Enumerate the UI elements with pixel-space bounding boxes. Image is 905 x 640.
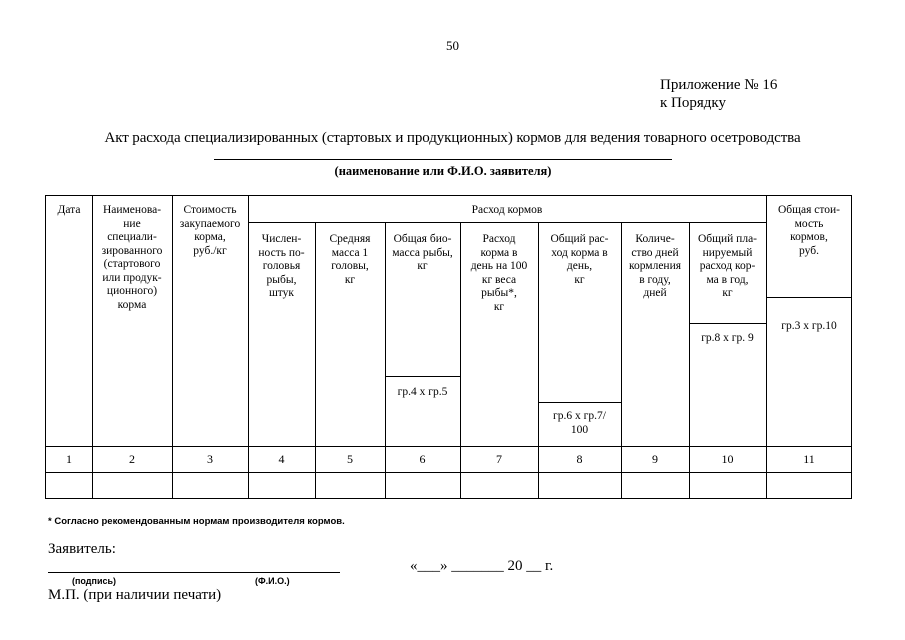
applicant-name-line	[214, 159, 672, 160]
formula-biomass: гр.4 х гр.5	[397, 386, 448, 398]
date-line: «___» _______ 20 __ г.	[410, 558, 554, 574]
column-number: 3	[207, 452, 213, 466]
document-title: Акт расхода специализированных (стартовых и продукционных) кормов для ведения товарного осетроводства	[104, 130, 801, 146]
column-number: 11	[803, 452, 815, 466]
column-number: 10	[721, 452, 734, 466]
header-total-cost: Общая стои- мость кормов, руб.	[778, 204, 840, 257]
applicant-name-hint: (наименование или Ф.И.О. заявителя)	[334, 164, 552, 178]
header-average-weight: Средняя масса 1 головы, кг	[329, 233, 371, 286]
header-feed-expense-group: Расход кормов	[471, 204, 543, 216]
header-feed-name: Наименова- ние специали- зированного (стартового или продук- ционного) корма	[101, 204, 163, 311]
signature-caption: (подпись)	[72, 576, 117, 586]
page-number: 50	[446, 38, 459, 53]
name-caption: (Ф.И.О.)	[255, 576, 290, 586]
stamp-place: М.П. (при наличии печати)	[48, 587, 222, 603]
header-daily-feed-rate: Расход корма в день на 100 кг веса рыбы*, кг	[470, 233, 528, 313]
signature-line	[48, 572, 340, 573]
footnote: * Согласно рекомендованным нормам производителя кормов.	[48, 516, 345, 527]
formula-daily-feed: гр.6 х гр.7/ 100	[553, 410, 606, 436]
column-number: 2	[129, 452, 135, 466]
applicant-label: Заявитель:	[48, 541, 116, 557]
column-number: 1	[66, 452, 72, 466]
appendix-reference	[660, 76, 777, 112]
column-number: 5	[347, 452, 353, 466]
formula-annual-feed: гр.8 х гр. 9	[701, 332, 754, 344]
appendix-order: к Порядку	[660, 95, 726, 111]
header-annual-feed: Общий пла- нируемый расход кор- ма в год, кг	[697, 233, 758, 299]
header-date: Дата	[57, 204, 81, 216]
header-feed-price: Стоимость закупаемого корма, руб./кг	[179, 204, 241, 257]
column-number: 6	[419, 452, 426, 466]
column-number: 8	[576, 452, 583, 466]
header-total-biomass: Общая био- масса рыбы, кг	[392, 233, 453, 272]
feed-expense-table	[45, 195, 852, 499]
formula-total-cost: гр.3 х гр.10	[781, 320, 837, 332]
column-number: 4	[278, 452, 285, 466]
column-number: 7	[496, 452, 502, 466]
header-feeding-days: Количе- ство дней кормления в году, дней	[628, 233, 682, 299]
header-fish-count: Числен- ность по- головья рыбы, штук	[258, 233, 305, 299]
header-daily-feed-total: Общий рас- ход корма в день, кг	[550, 233, 609, 286]
appendix-number: Приложение № 16	[660, 77, 778, 93]
column-number: 9	[652, 452, 658, 466]
